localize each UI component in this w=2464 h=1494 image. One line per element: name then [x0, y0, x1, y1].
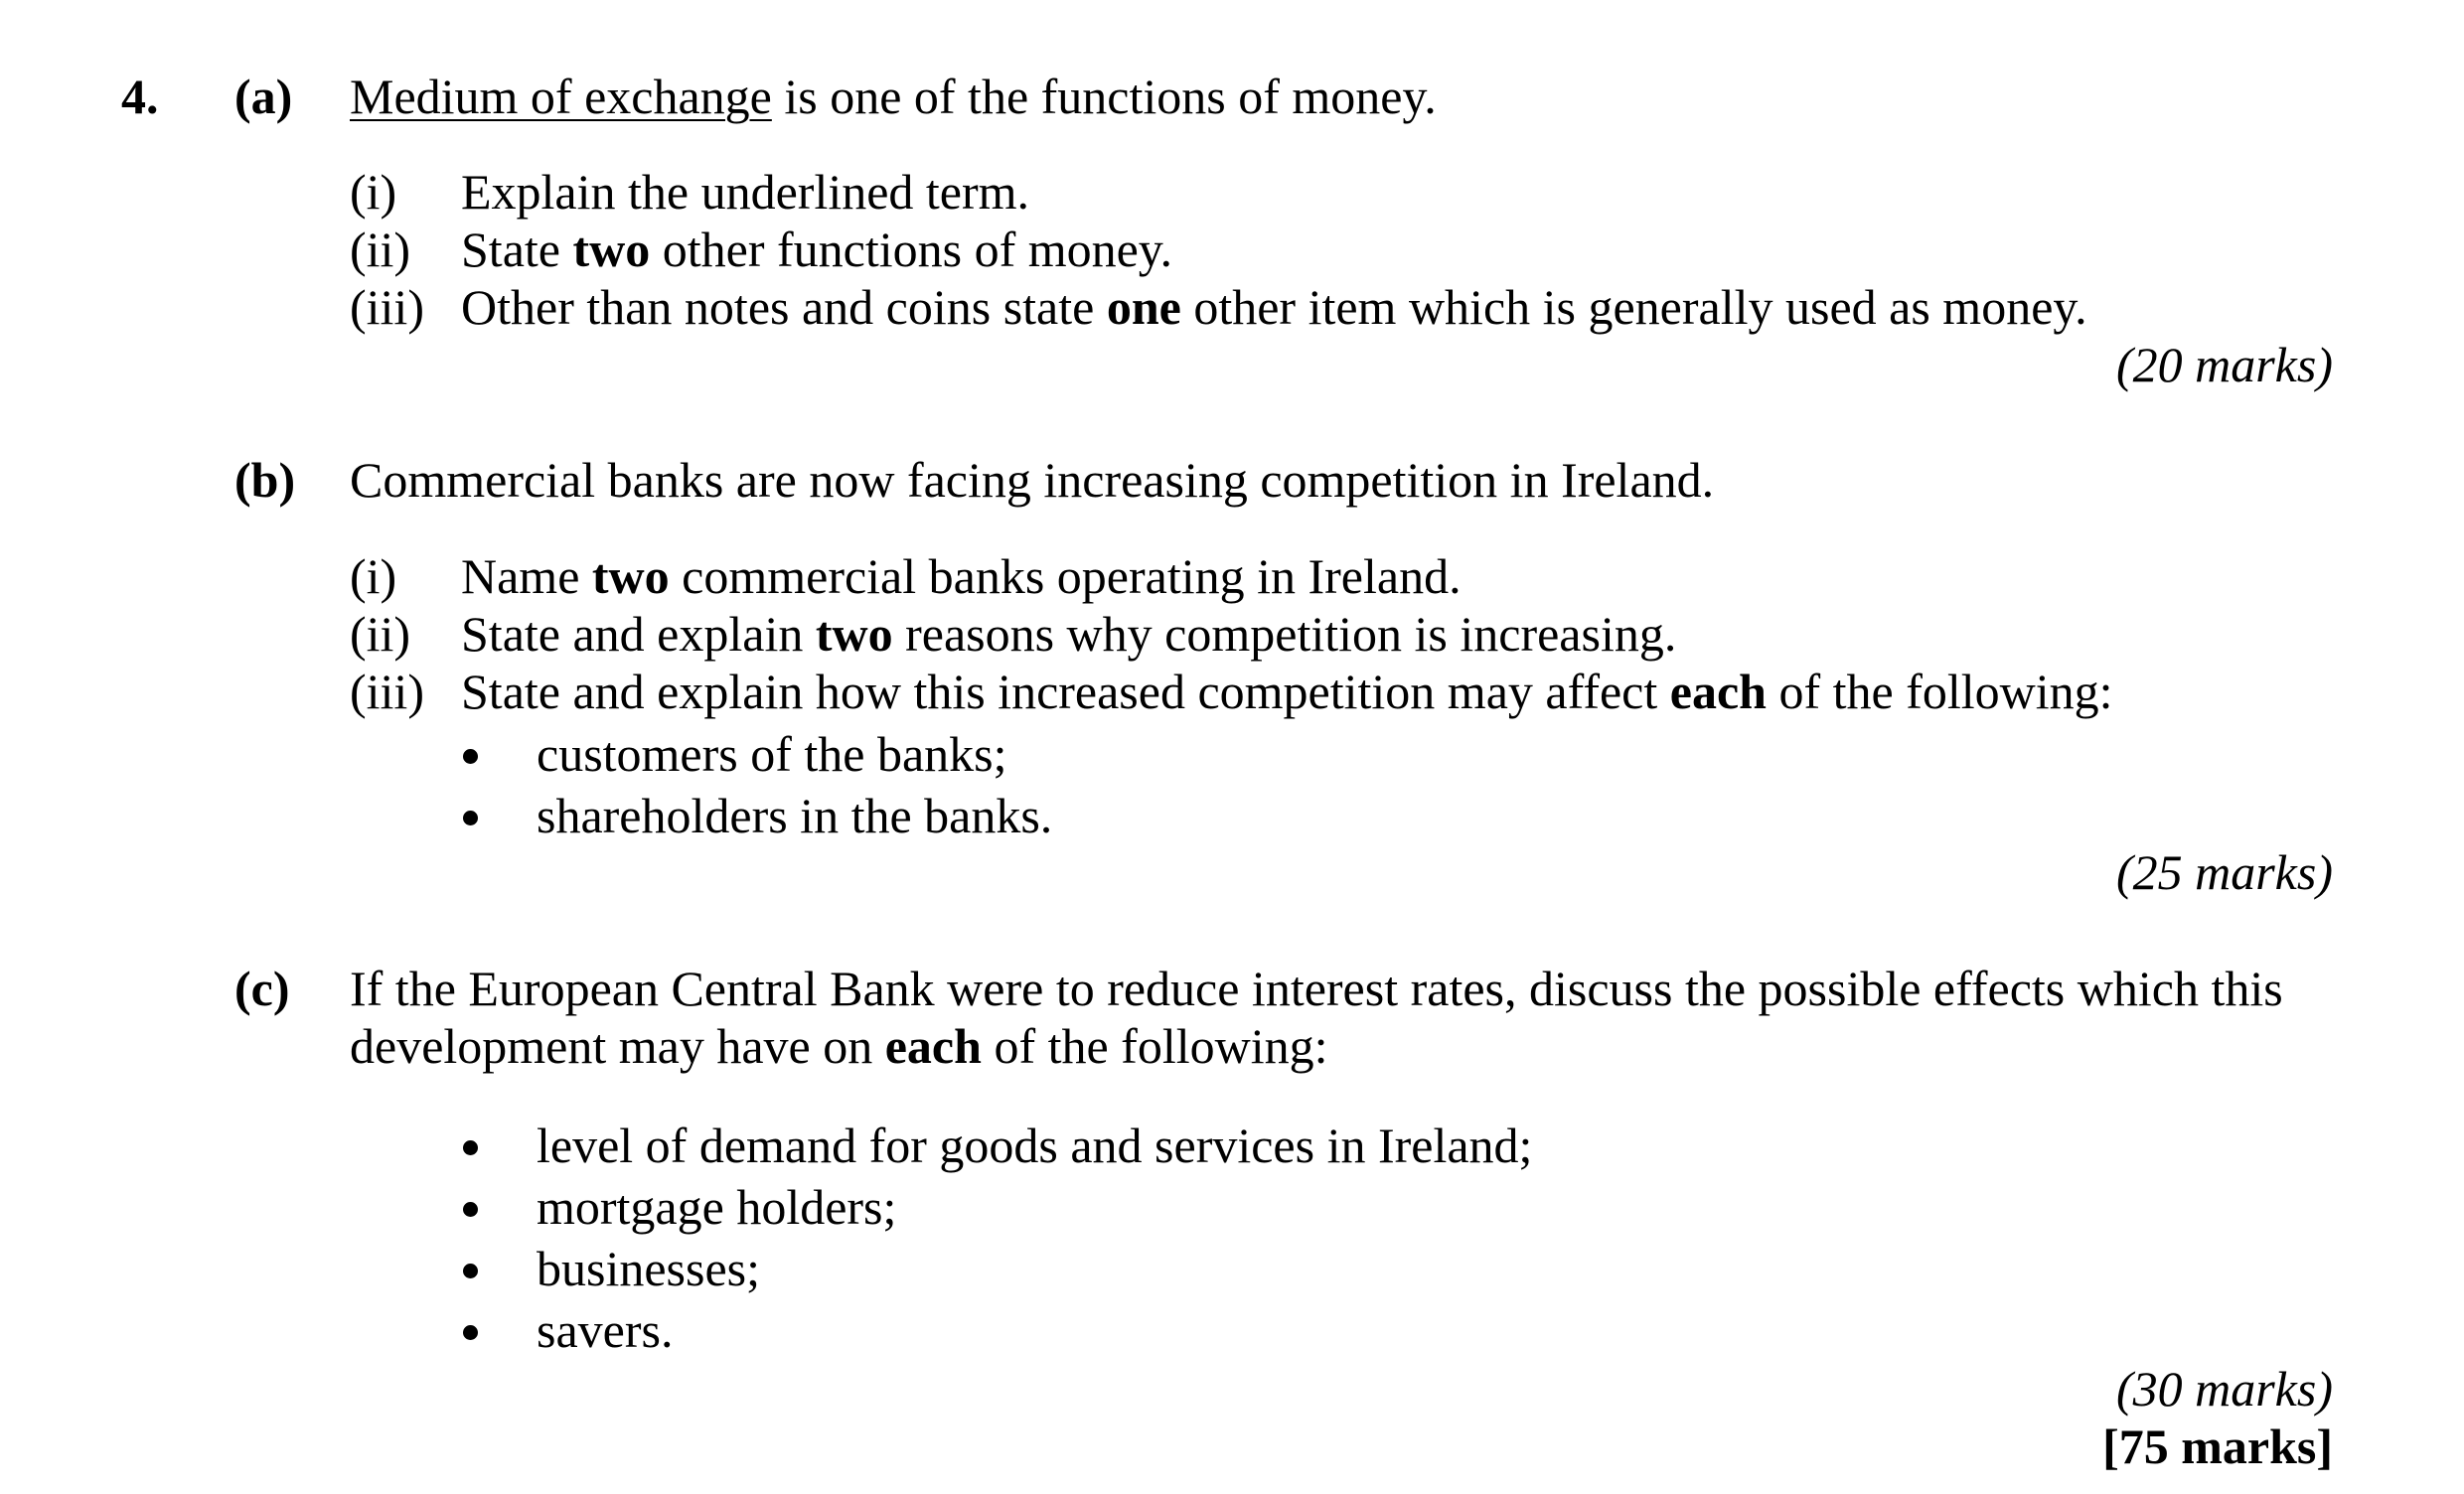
part-b-item-i-text	[461, 547, 1462, 605]
bullet-icon	[463, 1264, 478, 1278]
part-b-stem: Commercial banks are now facing increasing competition in Ireland.	[350, 452, 1715, 508]
bullet-icon	[463, 1202, 478, 1217]
part-c-stem-line2-pre: development may have on	[350, 1018, 885, 1074]
question-number: 4.	[121, 69, 159, 124]
part-c-stem-line2	[350, 1017, 1328, 1075]
part-b-item-i-pre: Name	[461, 548, 592, 604]
underlined-term: Medium of exchange	[350, 69, 772, 124]
part-c-bullet-2: mortgage holders;	[537, 1179, 897, 1235]
part-b-marks: (25 marks)	[2115, 844, 2333, 900]
part-b-item-iii-text	[461, 663, 2113, 720]
part-a-marks: (20 marks)	[2115, 337, 2333, 392]
part-a-item-ii-text	[461, 221, 1172, 278]
part-b-item-iii-bold: each	[1669, 664, 1767, 719]
part-c-stem-line2-bold: each	[884, 1018, 982, 1074]
part-b-label: (b)	[234, 452, 296, 508]
part-a-label: (a)	[234, 69, 293, 124]
part-a-stem	[350, 68, 1437, 125]
part-a-item-iii-text	[461, 278, 2087, 336]
part-a-item-iii-num: (iii)	[350, 279, 424, 335]
part-c-bullet-3: businesses;	[537, 1241, 760, 1296]
part-b-item-i-bold: two	[591, 548, 670, 604]
part-a-item-ii-num: (ii)	[350, 222, 411, 277]
bullet-icon	[463, 749, 478, 764]
part-b-item-ii-bold: two	[815, 606, 893, 662]
part-b-item-ii-text	[461, 605, 1676, 663]
part-b-item-ii-num: (ii)	[350, 606, 411, 662]
part-a-item-i-num: (i)	[350, 164, 397, 220]
part-b-item-ii-pre: State and explain	[461, 606, 816, 662]
part-a-item-iii-bold: one	[1106, 279, 1181, 335]
part-c-label: (c)	[234, 961, 290, 1016]
part-b-item-ii-post: reasons why competition is increasing.	[892, 606, 1677, 662]
part-a-stem-rest: is one of the functions of money.	[771, 69, 1437, 124]
bullet-icon	[463, 1325, 478, 1340]
part-a-item-iii-pre: Other than notes and coins state	[461, 279, 1107, 335]
part-c-stem-line2-post: of the following:	[981, 1018, 1328, 1074]
part-b-item-i-post: commercial banks operating in Ireland.	[669, 548, 1462, 604]
bullet-icon	[463, 1140, 478, 1155]
total-marks: [75 marks]	[2102, 1419, 2333, 1474]
part-b-bullet-1: customers of the banks;	[537, 726, 1007, 782]
part-c-stem-line1: If the European Central Bank were to reduce interest rates, discuss the possible effects which this	[350, 961, 2283, 1016]
part-a-item-ii-pre: State	[461, 222, 573, 277]
part-b-item-iii-post: of the following:	[1766, 664, 2113, 719]
part-c-bullet-4: savers.	[537, 1302, 674, 1358]
part-a-item-ii-bold: two	[572, 222, 651, 277]
part-b-item-iii-num: (iii)	[350, 664, 424, 719]
part-c-bullet-1: level of demand for goods and services in Ireland;	[537, 1118, 1533, 1173]
part-b-bullet-2: shareholders in the banks.	[537, 788, 1053, 843]
part-b-item-i-num: (i)	[350, 548, 397, 604]
part-b-item-iii-pre: State and explain how this increased competition may affect	[461, 664, 1670, 719]
bullet-icon	[463, 811, 478, 825]
part-a-item-ii-post: other functions of money.	[650, 222, 1173, 277]
part-c-marks: (30 marks)	[2115, 1361, 2333, 1417]
part-a-item-iii-post: other item which is generally used as money.	[1180, 279, 2087, 335]
part-a-item-i-text: Explain the underlined term.	[461, 164, 1030, 220]
